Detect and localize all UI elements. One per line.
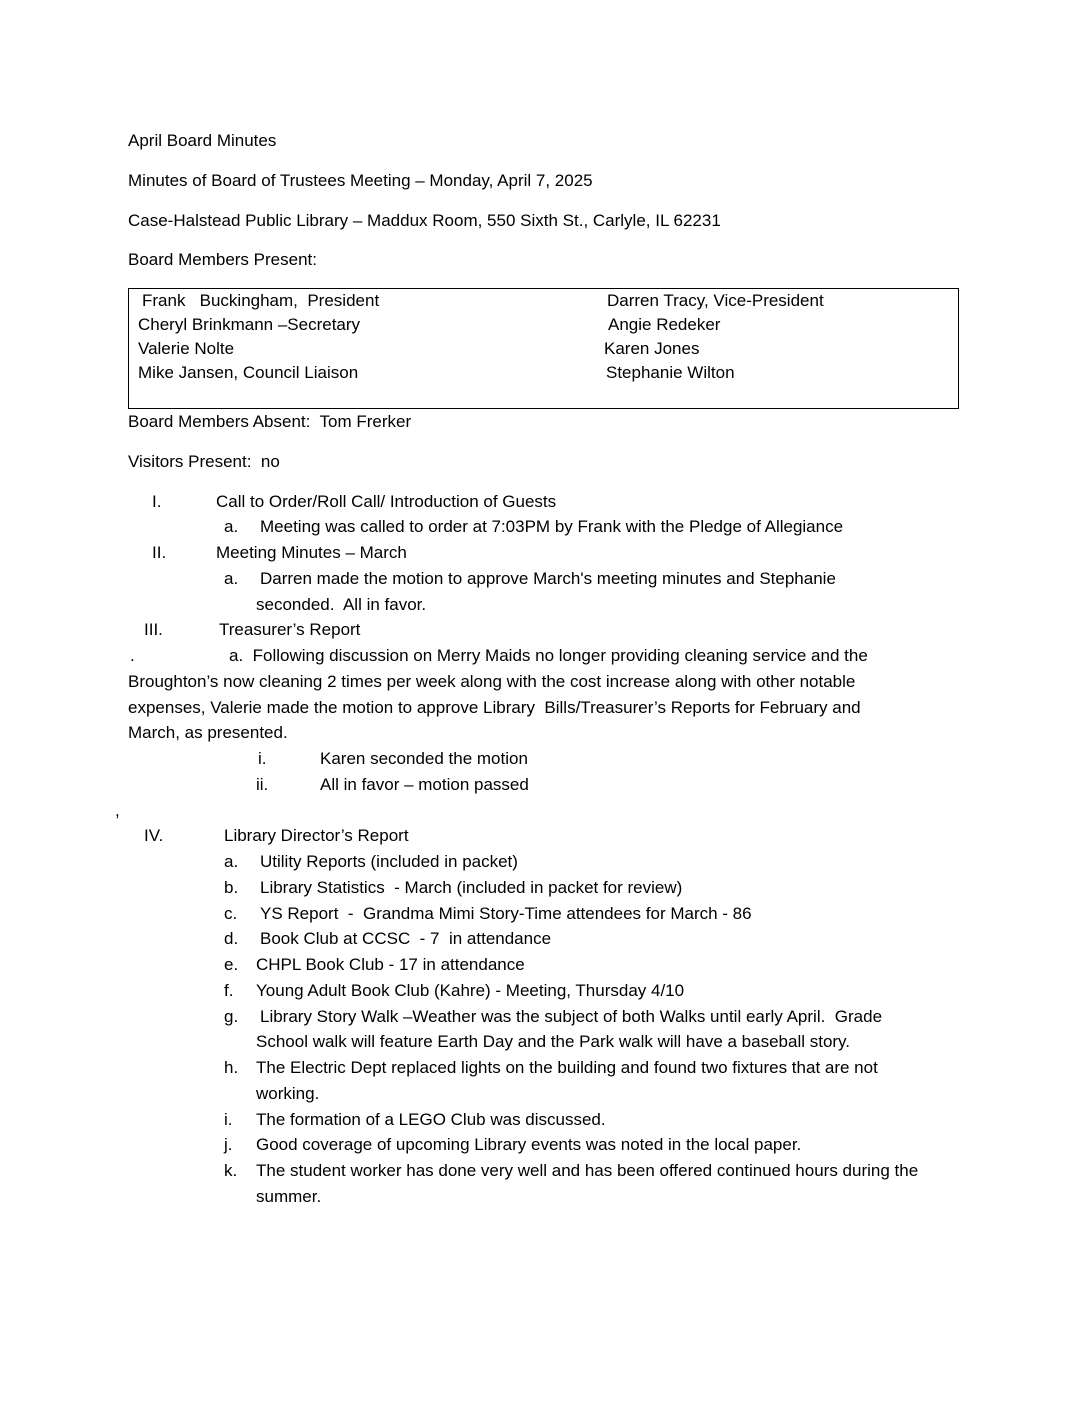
item-text: The formation of a LEGO Club was discussed. (256, 1110, 606, 1129)
section-heading: Meeting Minutes – March (216, 543, 407, 562)
document-title: April Board Minutes (128, 131, 277, 150)
stray-mark: . (130, 646, 135, 665)
member-left: Mike Jansen, Council Liaison (138, 363, 359, 382)
item-text: summer. (256, 1187, 322, 1206)
subitem-numeral: ii. (256, 775, 269, 794)
section-numeral: I. (152, 492, 162, 511)
member-left: Cheryl Brinkmann –Secretary (138, 315, 361, 334)
member-right: Angie Redeker (608, 315, 721, 334)
paragraph-first-line: a. Following discussion on Merry Maids no longer providing cleaning service and the (229, 646, 868, 665)
item-letter: d. (224, 929, 239, 948)
item-text: Library Story Walk –Weather was the subject of both Walks until early April. Grade (260, 1007, 883, 1026)
location-line: Case-Halstead Public Library – Maddux Room, 550 Sixth St., Carlyle, IL 62231 (128, 211, 721, 230)
member-right: Darren Tracy, Vice-President (607, 291, 824, 310)
item-text: seconded. All in favor. (256, 595, 427, 614)
item-letter: a. (224, 852, 239, 871)
meeting-line: Minutes of Board of Trustees Meeting – Monday, April 7, 2025 (128, 171, 593, 190)
item-letter: e. (224, 955, 239, 974)
item-letter: k. (224, 1161, 238, 1180)
section-heading: Library Director’s Report (224, 826, 409, 845)
item-text: Library Statistics - March (included in packet for review) (260, 878, 683, 897)
paragraph-line: expenses, Valerie made the motion to approve Library Bills/Treasurer’s Reports for February and (128, 698, 861, 717)
member-right: Karen Jones (604, 339, 700, 358)
subitem-text: Karen seconded the motion (320, 749, 528, 768)
member-right: Stephanie Wilton (606, 363, 735, 382)
section-heading: Call to Order/Roll Call/ Introduction of Guests (216, 492, 557, 511)
section-numeral: IV. (144, 826, 164, 845)
member-left: Frank Buckingham, President (142, 291, 380, 310)
item-text: Darren made the motion to approve March's meeting minutes and Stephanie (260, 569, 836, 588)
visitors-line: Visitors Present: no (128, 452, 280, 471)
item-letter: a. (224, 517, 239, 536)
trailing-mark: , (115, 801, 120, 820)
absent-line: Board Members Absent: Tom Frerker (128, 412, 412, 431)
subitem-text: All in favor – motion passed (320, 775, 529, 794)
section-heading: Treasurer’s Report (219, 620, 361, 639)
paragraph-line: Broughton’s now cleaning 2 times per week along with the cost increase along with other notable (128, 672, 856, 691)
subitem-numeral: i. (258, 749, 267, 768)
item-letter: c. (224, 904, 238, 923)
item-letter: h. (224, 1058, 239, 1077)
item-text: Young Adult Book Club (Kahre) - Meeting, Thursday 4/10 (256, 981, 685, 1000)
member-left: Valerie Nolte (138, 339, 235, 358)
item-letter: b. (224, 878, 239, 897)
item-text: The Electric Dept replaced lights on the building and found two fixtures that are not (256, 1058, 878, 1077)
item-letter: j. (224, 1135, 233, 1154)
item-text: Meeting was called to order at 7:03PM by Frank with the Pledge of Allegiance (260, 517, 844, 536)
members-table (128, 288, 959, 409)
item-letter: g. (224, 1007, 239, 1026)
item-text: YS Report - Grandma Mimi Story-Time attendees for March - 86 (260, 904, 752, 923)
item-text: Good coverage of upcoming Library events was noted in the local paper. (256, 1135, 802, 1154)
section-numeral: II. (152, 543, 167, 562)
present-label: Board Members Present: (128, 250, 317, 269)
item-text: The student worker has done very well and has been offered continued hours during the (256, 1161, 919, 1180)
item-text: Utility Reports (included in packet) (260, 852, 518, 871)
item-text: CHPL Book Club - 17 in attendance (256, 955, 525, 974)
item-letter: i. (224, 1110, 233, 1129)
section-numeral: III. (144, 620, 163, 639)
item-letter: a. (224, 569, 239, 588)
item-letter: f. (224, 981, 234, 1000)
item-text: School walk will feature Earth Day and the Park walk will have a baseball story. (256, 1032, 851, 1051)
paragraph-line: March, as presented. (128, 723, 288, 742)
item-text: working. (256, 1084, 320, 1103)
item-text: Book Club at CCSC - 7 in attendance (260, 929, 552, 948)
